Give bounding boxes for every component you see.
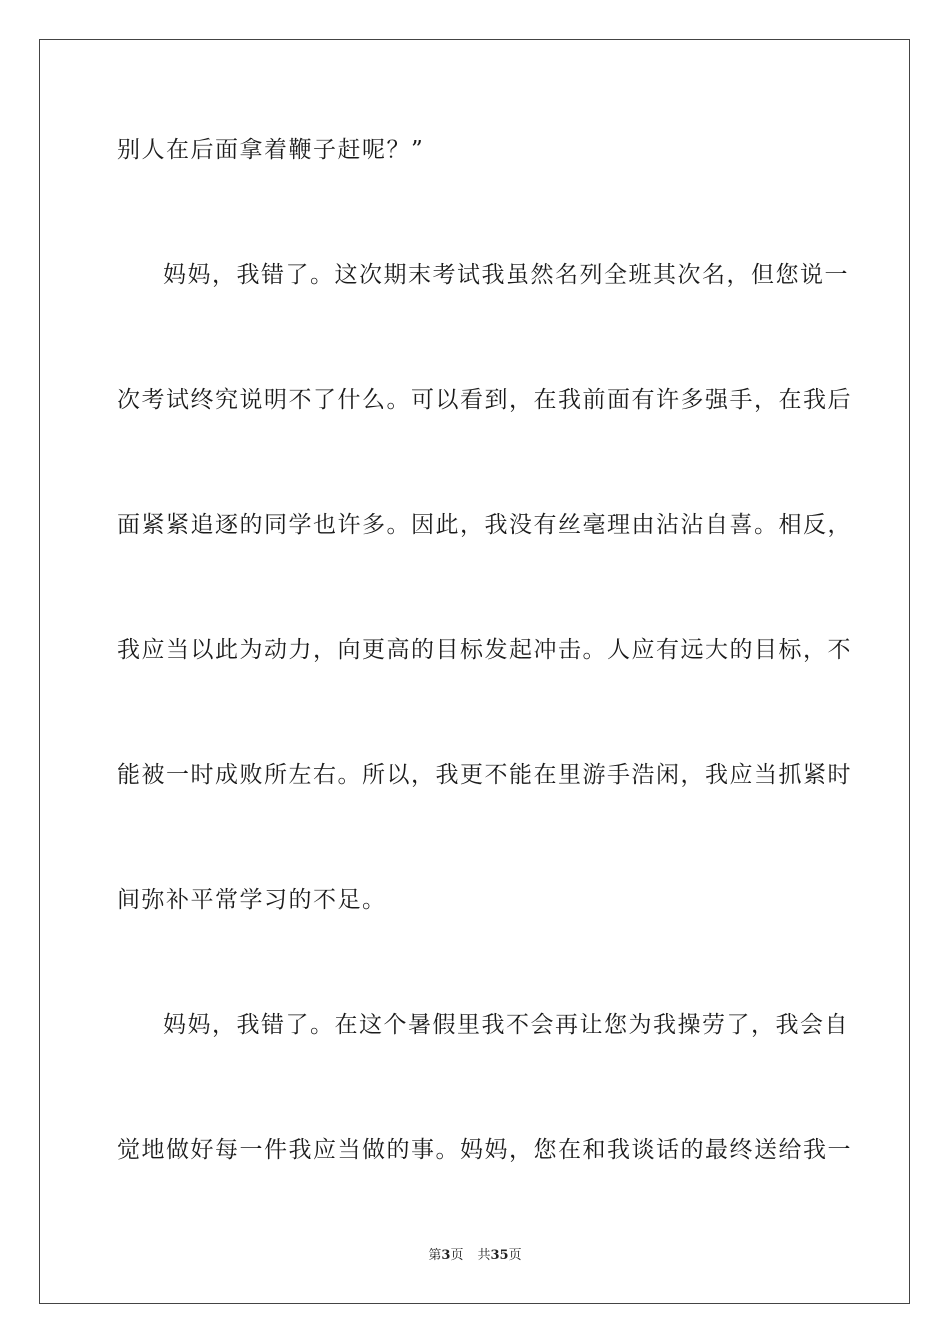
text-line: 次考试终究说明不了什么。可以看到，在我前面有许多强手，在我后 [117, 387, 852, 413]
total-suffix: 页 [508, 1248, 522, 1263]
total-pages: 35 [490, 1248, 509, 1263]
paragraph-first-line: 妈妈，我错了。这次期末考试我虽然名列全班其次名，但您说一 [163, 262, 849, 288]
text-line: 间弥补平常学习的不足。 [117, 887, 387, 913]
text-line: 面紧紧追逐的同学也许多。因此，我没有丝毫理由沾沾自喜。相反， [117, 512, 852, 538]
text-line: 别人在后面拿着鞭子赶呢？” [117, 137, 425, 163]
page-footer [0, 1247, 950, 1265]
page-border [39, 39, 910, 1304]
total-prefix: 共 [477, 1248, 491, 1263]
paragraph-first-line: 妈妈，我错了。在这个暑假里我不会再让您为我操劳了，我会自 [163, 1012, 849, 1038]
text-line: 我应当以此为动力，向更高的目标发起冲击。人应有远大的目标，不 [117, 637, 852, 663]
text-line: 能被一时成败所左右。所以，我更不能在里游手浩闲，我应当抓紧时 [117, 762, 852, 788]
page-suffix: 页 [450, 1248, 464, 1263]
page-number: 3 [441, 1248, 451, 1263]
page-prefix: 第 [428, 1248, 442, 1263]
text-line: 觉地做好每一件我应当做的事。妈妈，您在和我谈话的最终送给我一 [117, 1137, 852, 1163]
